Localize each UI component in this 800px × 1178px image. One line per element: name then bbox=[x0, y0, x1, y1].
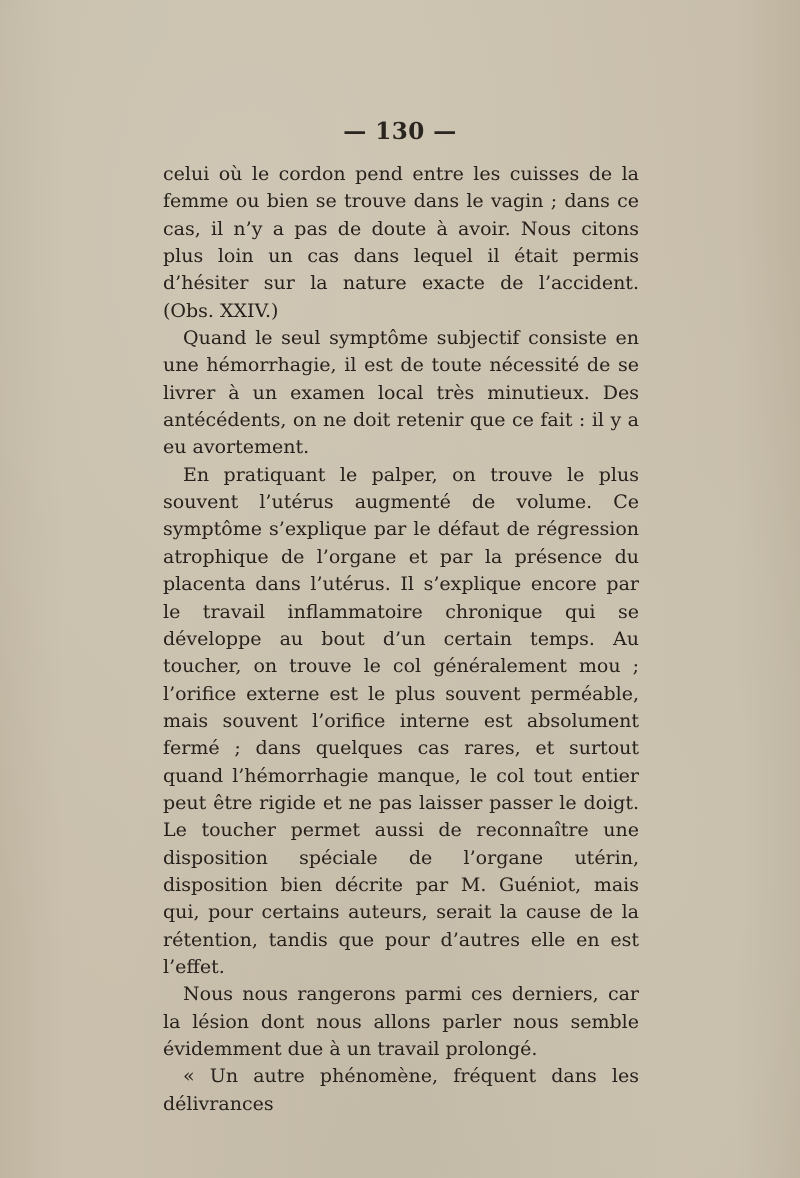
paragraph-5: « Un autre phénomène, fréquent dans les délivrances bbox=[163, 1065, 639, 1115]
paragraph-4: Nous nous rangerons parmi ces derniers, car la lésion dont nous allons parler nous semble évidemment due à un travail prolongé. bbox=[163, 983, 639, 1060]
page-number: — 130 — bbox=[343, 118, 457, 145]
paragraph-1: celui où le cordon pend entre les cuisses de la femme ou bien se trouve dans le vagin ; dans ce cas, il n’y a pas de doute à avoir. Nous citons plus loin un cas dans lequel il était permis d’hésiter sur la nature exacte de l’accident. (Obs. XXIV.) bbox=[163, 163, 639, 322]
paragraph-2: Quand le seul symptôme subjectif consiste en une hémorrhagie, il est de toute nécessité de se livrer à un examen local très minutieux. Des antécédents, on ne doit retenir que ce fait : il y a eu avortement. bbox=[163, 327, 639, 459]
body-text bbox=[163, 161, 639, 1118]
paragraph-3: En pratiquant le palper, on trouve le plus souvent l’utérus augmenté de volume. Ce symptôme s’explique par le défaut de régression atrophique de l’organe et par la présence du placenta dans l’utérus. Il s’explique encore par le travail inflammatoire chronique qui se développe au bout d’un certain temps. Au toucher, on trouve le col généralement mou ; l’orifice externe est le plus souvent perméable, mais souvent l’orifice interne est absolument fermé ; dans quelques cas rares, et surtout quand l’hémorrhagie manque, le col tout entier peut être rigide et ne pas laisser passer le doigt. Le toucher permet aussi de reconnaître une disposition spéciale de l’organe utérin, disposition bien décrite par M. Guéniot, mais qui, pour certains auteurs, serait la cause de la rétention, tandis que pour d’autres elle en est l’effet. bbox=[163, 463, 639, 978]
